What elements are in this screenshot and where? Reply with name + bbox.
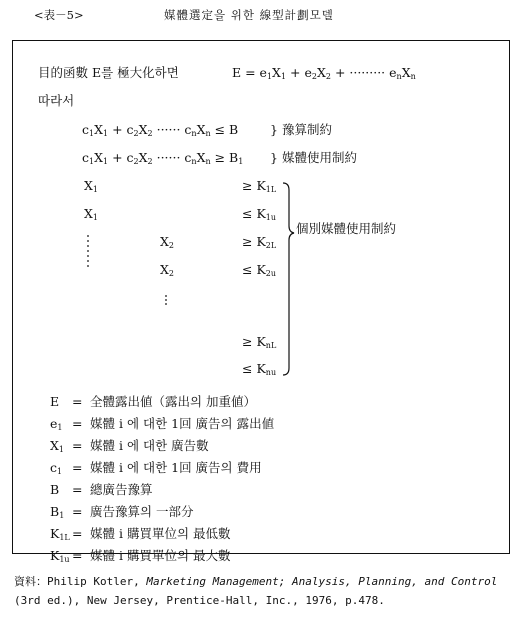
budget-constraint-expr: $c_1X_1 + c_2X_2$ ······ $c_nX_n \le B$ — [82, 122, 239, 138]
vertical-ellipsis-2 — [165, 295, 167, 305]
def-desc: 媒體 i 에 대한 廣告數 — [90, 438, 209, 453]
def-sym-c1: $c_1$ — [50, 460, 63, 476]
def-desc: 媒體 i 購買單位의 最大數 — [90, 548, 231, 563]
source-citation: 資料：Philip Kotler, Marketing Management; Analysis, Planning, and Control (3rd ed.), New Jersey, Prentice-Hall, Inc., 1976, p.478. — [14, 575, 498, 607]
def-sym-e1: $e_1$ — [50, 416, 63, 432]
vertical-ellipsis-1 — [87, 235, 89, 267]
def-eq: = — [72, 438, 83, 453]
individual-constraint-label: 個別媒體使用制約 — [296, 221, 397, 236]
bound-k2u: ≤ $K_{2u}$ — [242, 262, 277, 278]
budget-constraint-label: } 豫算制約 — [270, 122, 332, 137]
def-desc: 總廣告豫算 — [90, 482, 153, 497]
usage-constraint-expr: $c_1X_1 + c_2X_2$ ······ $c_nX_n \ge B_1$ — [82, 150, 244, 166]
def-sym-b1: $B_1$ — [50, 504, 65, 520]
bound-k1u: ≤ $K_{1u}$ — [242, 206, 277, 222]
def-eq: = — [72, 504, 83, 519]
def-eq: = — [72, 482, 83, 497]
usage-constraint-label: } 媒體使用制約 — [270, 150, 357, 165]
bound-k1l: ≥ $K_{1L}$ — [242, 178, 277, 194]
def-eq: = — [72, 526, 83, 541]
var-x2-upper: $X_2$ — [160, 262, 174, 278]
bound-knu: ≤ $K_{nu}$ — [242, 361, 277, 377]
subject-to-label: 따라서 — [38, 93, 75, 108]
def-sym-x1: $X_1$ — [50, 438, 64, 454]
def-desc: 媒體 i 에 대한 1回 廣告의 費用 — [90, 460, 262, 475]
bound-k2l: ≥ $K_{2L}$ — [242, 234, 277, 250]
def-eq: = — [72, 416, 83, 431]
objective-label: 目的函數 E를 極大化하면 — [38, 65, 179, 80]
bound-knl: ≥ $K_{nL}$ — [242, 334, 277, 350]
var-x1-lower: $X_1$ — [84, 178, 98, 194]
def-eq: = — [72, 548, 83, 563]
objective-formula: $E = e_1X_1 + e_2X_2$ + ········· $e_nX_n$ — [232, 65, 416, 81]
def-sym-b: B — [50, 482, 60, 497]
def-desc: 媒體 i 購買單位의 最低數 — [90, 526, 231, 541]
def-sym-e: E — [50, 394, 60, 409]
var-x2-lower: $X_2$ — [160, 234, 174, 250]
def-sym-k1u: $K_{1u}$ — [50, 548, 70, 564]
constraint-brace — [283, 183, 294, 375]
table-number: <表－5> — [34, 8, 84, 22]
def-eq: = — [72, 394, 83, 409]
table-title: 媒體選定을 위한 線型計劃모델 — [164, 8, 334, 22]
def-eq: = — [72, 460, 83, 475]
var-x1-upper: $X_1$ — [84, 206, 98, 222]
def-desc: 廣告豫算의 一部分 — [90, 504, 194, 519]
def-sym-k1l: $K_{1L}$ — [50, 526, 70, 542]
def-desc: 媒體 i 에 대한 1回 廣告의 露出値 — [90, 416, 275, 431]
def-desc: 全體露出値（露出의 加重値） — [90, 394, 257, 409]
